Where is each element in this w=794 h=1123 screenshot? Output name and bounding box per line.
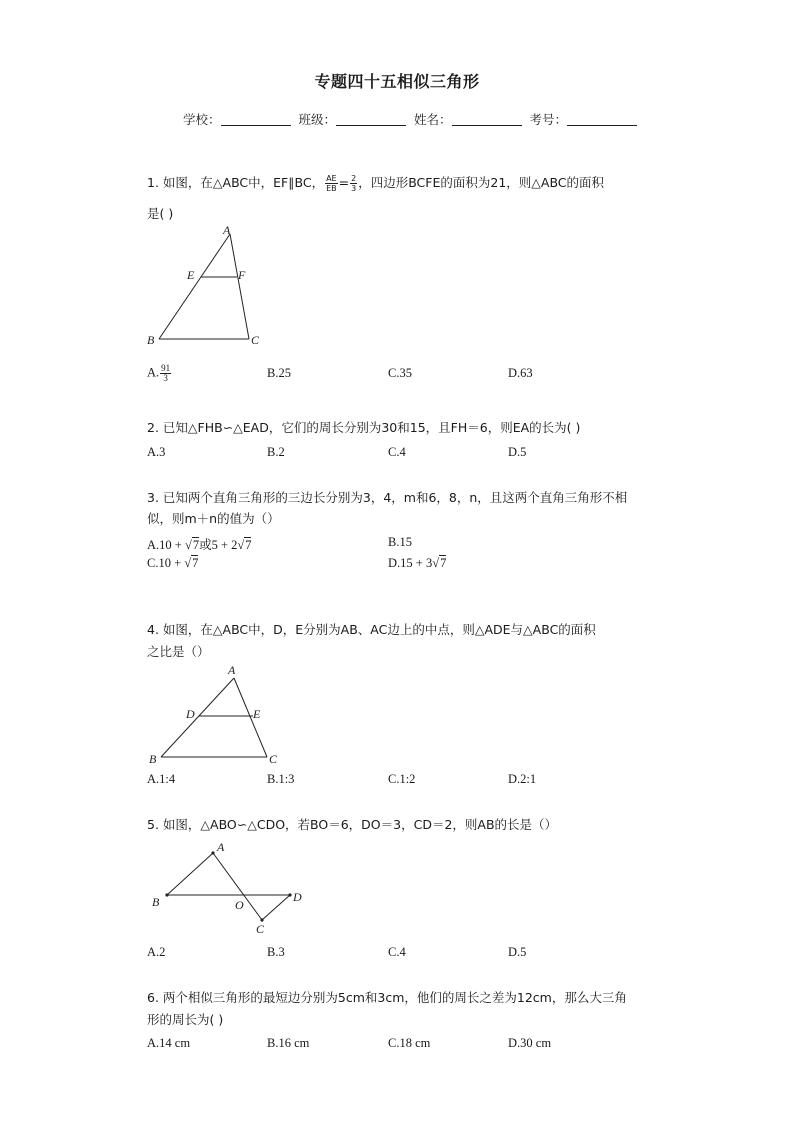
q4-label-b: B <box>149 752 157 766</box>
q1-label-e: E <box>187 268 195 282</box>
school-label: 学校： <box>183 112 221 127</box>
q6-option-c[interactable]: C.18 cm <box>388 1036 431 1050</box>
name-blank[interactable] <box>452 113 522 126</box>
q4-stem-line2: 之比是（） <box>147 644 210 659</box>
q1-side-ac <box>230 234 249 339</box>
q6-option-b[interactable]: B.16 cm <box>267 1036 310 1050</box>
school-blank[interactable] <box>221 113 291 126</box>
q4-option-a[interactable]: A.1:4 <box>147 772 176 786</box>
q5-point-d <box>288 893 291 896</box>
q5-label-o: O <box>235 898 244 912</box>
q1-label-a: A <box>223 223 231 237</box>
q5-side-ab <box>167 853 213 895</box>
q5-side-cd <box>262 895 290 920</box>
q4-triangle-figure <box>140 660 290 772</box>
q5-option-b[interactable]: B.3 <box>267 945 285 959</box>
q5-point-b <box>165 893 168 896</box>
q6-stem-line1: 6. 两个相似三角形的最短边分别为5cm和3cm，他们的周长之差为12cm，那么大三角 <box>147 990 627 1005</box>
q1-option-a-fraction: $\frac{91}{3}$ <box>161 363 171 383</box>
q3-option-d[interactable]: D.15 + 3√7 <box>388 556 447 570</box>
q3-stem-line1: 3. 已知两个直角三角形的三边长分别为3，4，m和6，8，n，且这两个直角三角形不相 <box>147 490 628 505</box>
q3-option-a[interactable]: A.10 + √7或5 + 2√7 <box>147 538 252 552</box>
q4-option-d[interactable]: D.2:1 <box>508 772 537 786</box>
q1-label-f: F <box>238 268 246 282</box>
q5-option-c[interactable]: C.4 <box>388 945 406 959</box>
student-info-line <box>183 110 641 128</box>
q1-option-b[interactable]: B.25 <box>267 366 291 380</box>
q3-option-b[interactable]: B.15 <box>388 535 412 549</box>
q1-text-b: ，四边形BCFE的面积为21，则△ABC的面积 <box>358 175 605 190</box>
q2-stem: 2. 已知△FHB∽△EAD，它们的周长分别为30和15，且FH＝6，则EA的长为( ) <box>147 420 581 435</box>
q5-label-a: A <box>217 840 225 854</box>
q5-label-d: D <box>293 890 302 904</box>
q1-ratio-value: $\frac{2}{3}$ <box>351 174 357 193</box>
q6-stem-line2: 形的周长为( ) <box>147 1012 224 1027</box>
q5-stem: 5. 如图，△ABO∽△CDO，若BO＝6，DO＝3，CD＝2，则AB的长是（） <box>147 817 558 832</box>
q4-label-e: E <box>253 707 261 721</box>
number-blank[interactable] <box>567 113 637 126</box>
q2-option-a[interactable]: A.3 <box>147 445 166 459</box>
q4-option-b[interactable]: B.1:3 <box>267 772 295 786</box>
q1-ratio-fraction: $\frac{AE}{EB}$ <box>326 174 337 193</box>
q4-label-c: C <box>269 752 278 766</box>
q1-triangle-figure <box>140 222 280 352</box>
q4-label-d: D <box>186 707 195 721</box>
q3-stem-line2: 似，则m＋n的值为（） <box>147 511 280 526</box>
q6-option-d[interactable]: D.30 cm <box>508 1036 552 1050</box>
q1-option-c[interactable]: C.35 <box>388 366 412 380</box>
q4-side-ab <box>161 678 234 757</box>
q5-point-a <box>211 851 214 854</box>
name-label: 姓名： <box>414 112 452 127</box>
q2-option-c[interactable]: C.4 <box>388 445 406 459</box>
q6-option-a[interactable]: A.14 cm <box>147 1036 191 1050</box>
q5-option-d[interactable]: D.5 <box>508 945 527 959</box>
q1-label-b: B <box>147 333 155 347</box>
q1-side-ab <box>159 234 230 339</box>
class-blank[interactable] <box>336 113 406 126</box>
q1-option-d[interactable]: D.63 <box>508 366 533 380</box>
q1-text-a: 1. 如图，在△ABC中，EF∥BC， <box>147 175 325 190</box>
q5-figure <box>140 835 320 940</box>
q5-option-a[interactable]: A.2 <box>147 945 166 959</box>
q4-side-ac <box>234 678 267 757</box>
q1-stem-line2: 是( ) <box>147 206 174 221</box>
q5-label-b: B <box>152 895 160 909</box>
q4-option-c[interactable]: C.1:2 <box>388 772 416 786</box>
q2-option-d[interactable]: D.5 <box>508 445 527 459</box>
class-label: 班级： <box>298 112 337 127</box>
q4-label-a: A <box>228 663 236 677</box>
q5-label-c: C <box>256 922 265 936</box>
q1-stem-line1: 1. 如图，在△ABC中，EF∥BC， $\frac{AE}{EB}$ = $\frac{2}{3}$ ，四边形BCFE的面积为21，则△ABC的面积 <box>147 174 605 193</box>
q2-option-b[interactable]: B.2 <box>267 445 285 459</box>
q3-option-c[interactable]: C.10 + √7 <box>147 556 199 570</box>
q1-option-a[interactable]: A. $\frac{91}{3}$ <box>147 363 171 383</box>
q1-label-c: C <box>251 333 260 347</box>
q4-stem-line1: 4. 如图，在△ABC中，D，E分别为AB、AC边上的中点，则△ADE与△ABC的面积 <box>147 622 596 637</box>
page-title: 专题四十五相似三角形 <box>314 72 480 91</box>
number-label: 考号： <box>529 112 568 127</box>
